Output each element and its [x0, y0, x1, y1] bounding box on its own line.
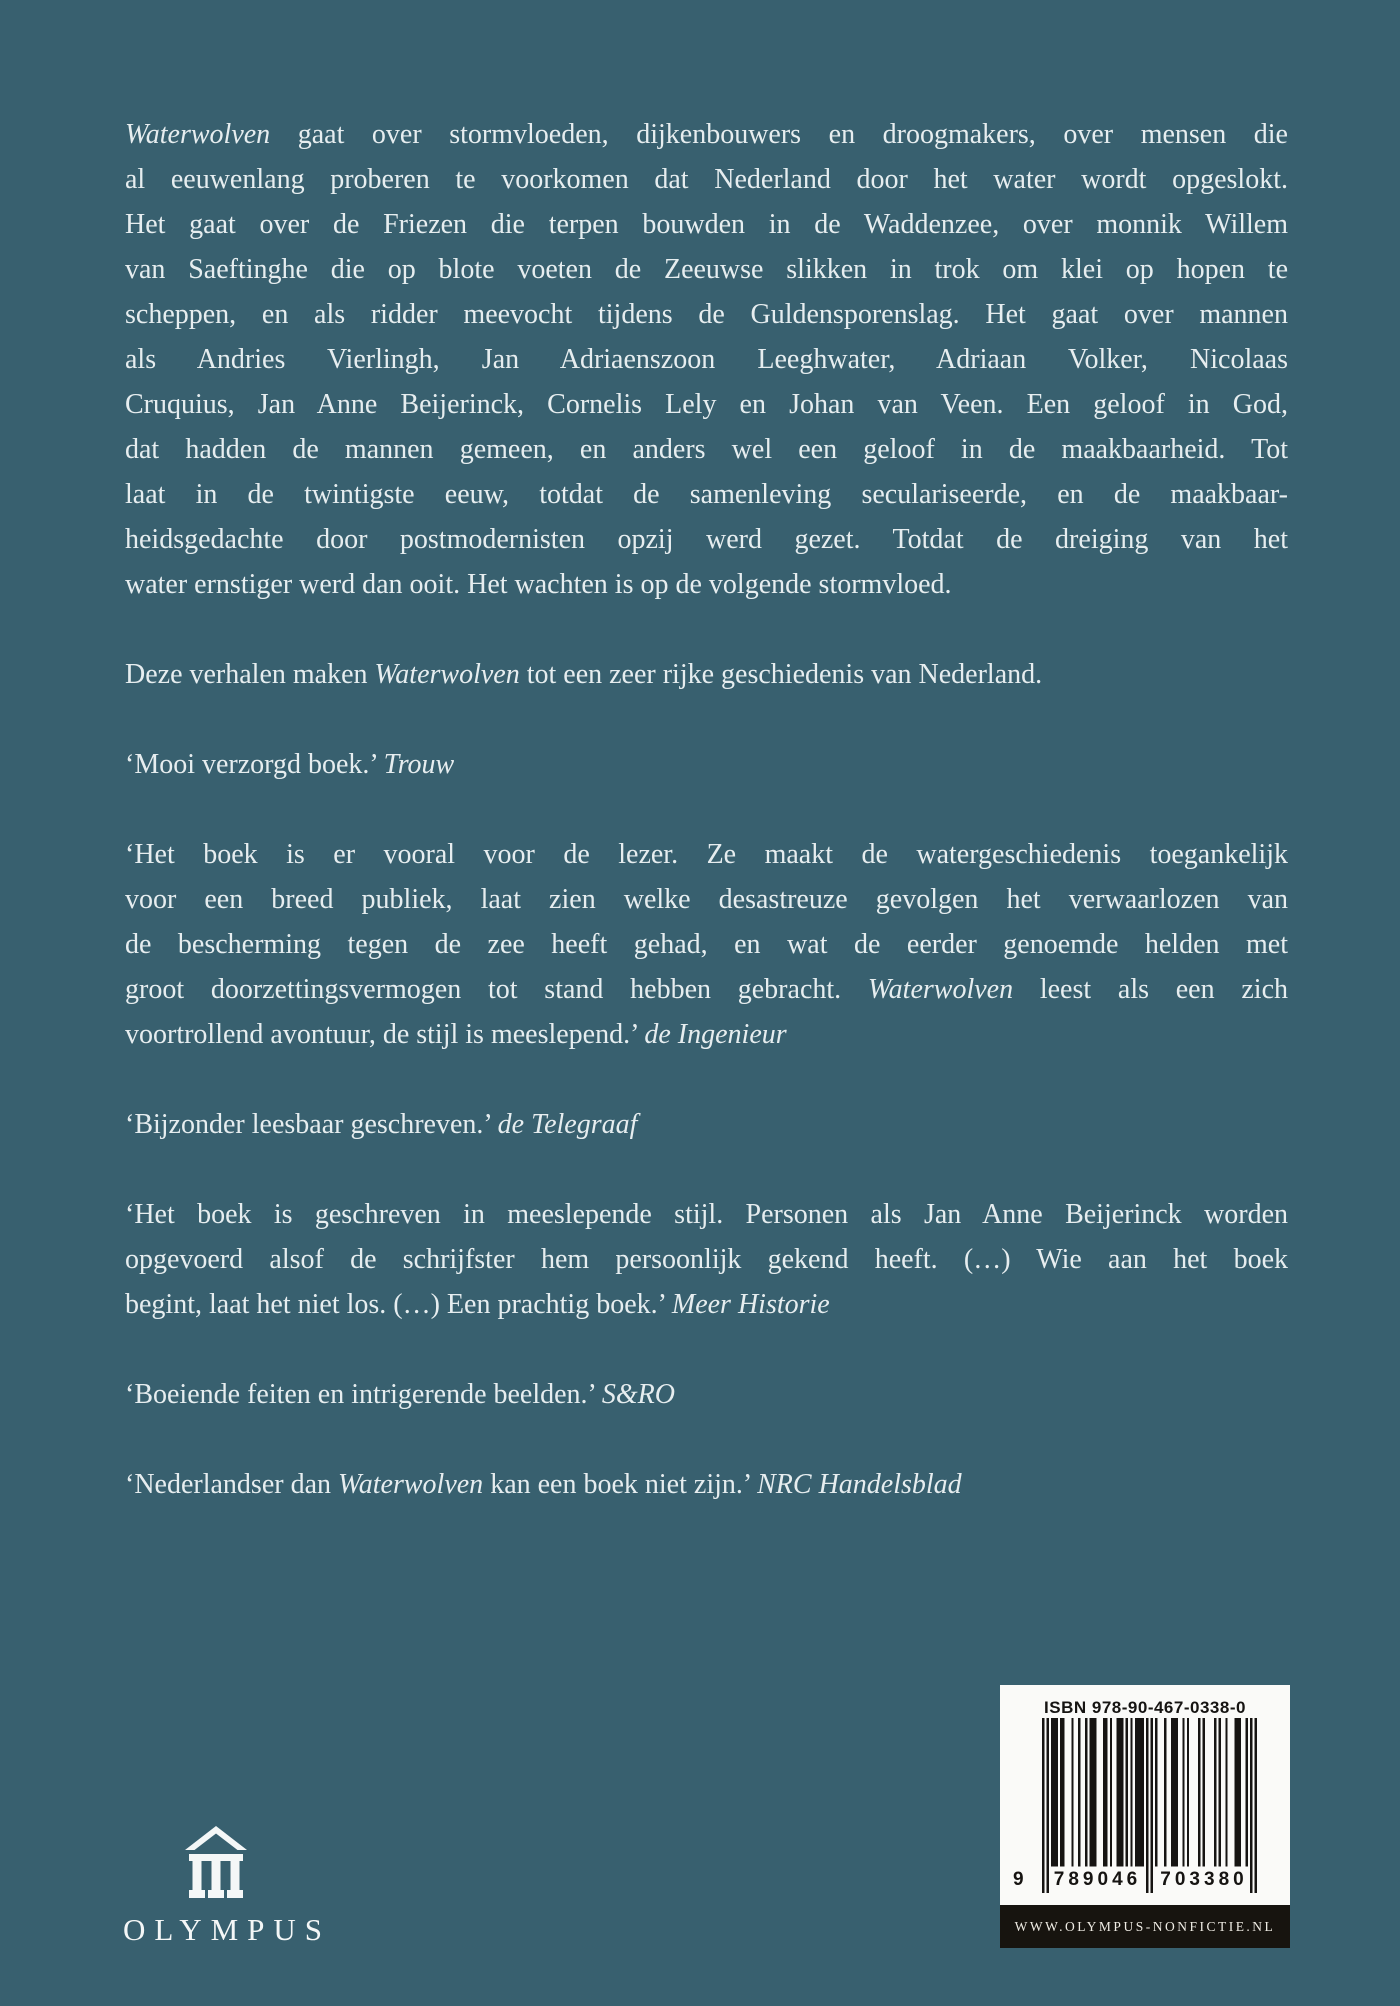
ean-barcode-icon — [1042, 1718, 1257, 1893]
quote-nrc-handelsblad: ‘Nederlandser dan Waterwolven kan een boek niet zijn.’ NRC Handelsblad — [125, 1469, 962, 1500]
back-cover-text — [125, 112, 1288, 1552]
quote-de-ingenieur: ‘Het boek is er vooral voor de lezer. Ze maakt de watergeschiedenis toegankelijk voor een breed publiek, laat zien welke desastreuze gevolgen het verwaarlozen van de bescherming tegen de zee heeft gehad, en wat de eerder genoemde helden met groot doorzettingsvermogen tot stand hebben gebracht. Waterwolven leest als een zich voortrollend avontuur, de stijl is meeslepend.’ de Ingenieur — [125, 839, 1288, 1050]
ean-digits-left: 789046 — [1053, 1869, 1142, 1890]
publisher-name: OLYMPUS — [123, 1912, 332, 1947]
quote-trouw: ‘Mooi verzorgd boek.’ Trouw — [125, 749, 455, 780]
quote-meer-historie: ‘Het boek is geschreven in meeslepende stijl. Personen als Jan Anne Beijerinck worden opgevoerd alsof de schrijfster hem persoonlijk gekend heeft. (…) Wie aan het boek begint, laat het niet los. (…) Een prachtig boek.’ Meer Historie — [125, 1199, 1288, 1320]
isbn-block — [1000, 1685, 1290, 1905]
conclusion-line: Deze verhalen maken Waterwolven tot een zeer rijke geschiedenis van Nederland. — [125, 659, 1043, 690]
website-strip — [1000, 1905, 1290, 1948]
website-url: WWW.OLYMPUS-NONFICTIE.NL — [1014, 1918, 1276, 1934]
publisher-logo — [114, 1826, 332, 1948]
quote-sro: ‘Boeiende feiten en intrigerende beelden.’ S&RO — [125, 1379, 675, 1410]
synopsis-paragraph: Waterwolven gaat over stormvloeden, dijkenbouwers en droogmakers, over mensen die al eeuwenlang proberen te voorkomen dat Nederland door het water wordt opgeslokt. Het gaat over de Friezen die terpen bouwden in de Waddenzee, over monnik Willem van Saeftinghe die op blote voeten de Zeeuwse slikken in trok om klei op hopen te scheppen, en als ridder meevocht tijdens de Guldensporenslag. Het gaat over mannen als Andries Vierlingh, Jan Adriaenszoon Leeghwater, Adriaan Volker, Nicolaas Cruquius, Jan Anne Beijerinck, Cornelis Lely en Johan van Veen. Een geloof in God, dat hadden de mannen gemeen, en anders wel een geloof in de maakbaarheid. Tot laat in de twintigste eeuw, totdat de samenleving seculariseerde, en de maakbaar- heidsgedachte door postmodernisten opzij werd gezet. Totdat de dreiging van het water ernstiger werd dan ooit. Het wachten is op de volgende stormvloed. — [125, 119, 1288, 600]
ean-digit-first: 9 — [1013, 1869, 1024, 1890]
quote-de-telegraaf: ‘Bijzonder leesbaar geschreven.’ de Telegraaf — [125, 1109, 638, 1140]
isbn-label: ISBN 978-90-467-0338-0 — [1044, 1698, 1246, 1717]
ean-digits-right: 703380 — [1160, 1869, 1248, 1890]
temple-icon — [184, 1826, 248, 1898]
